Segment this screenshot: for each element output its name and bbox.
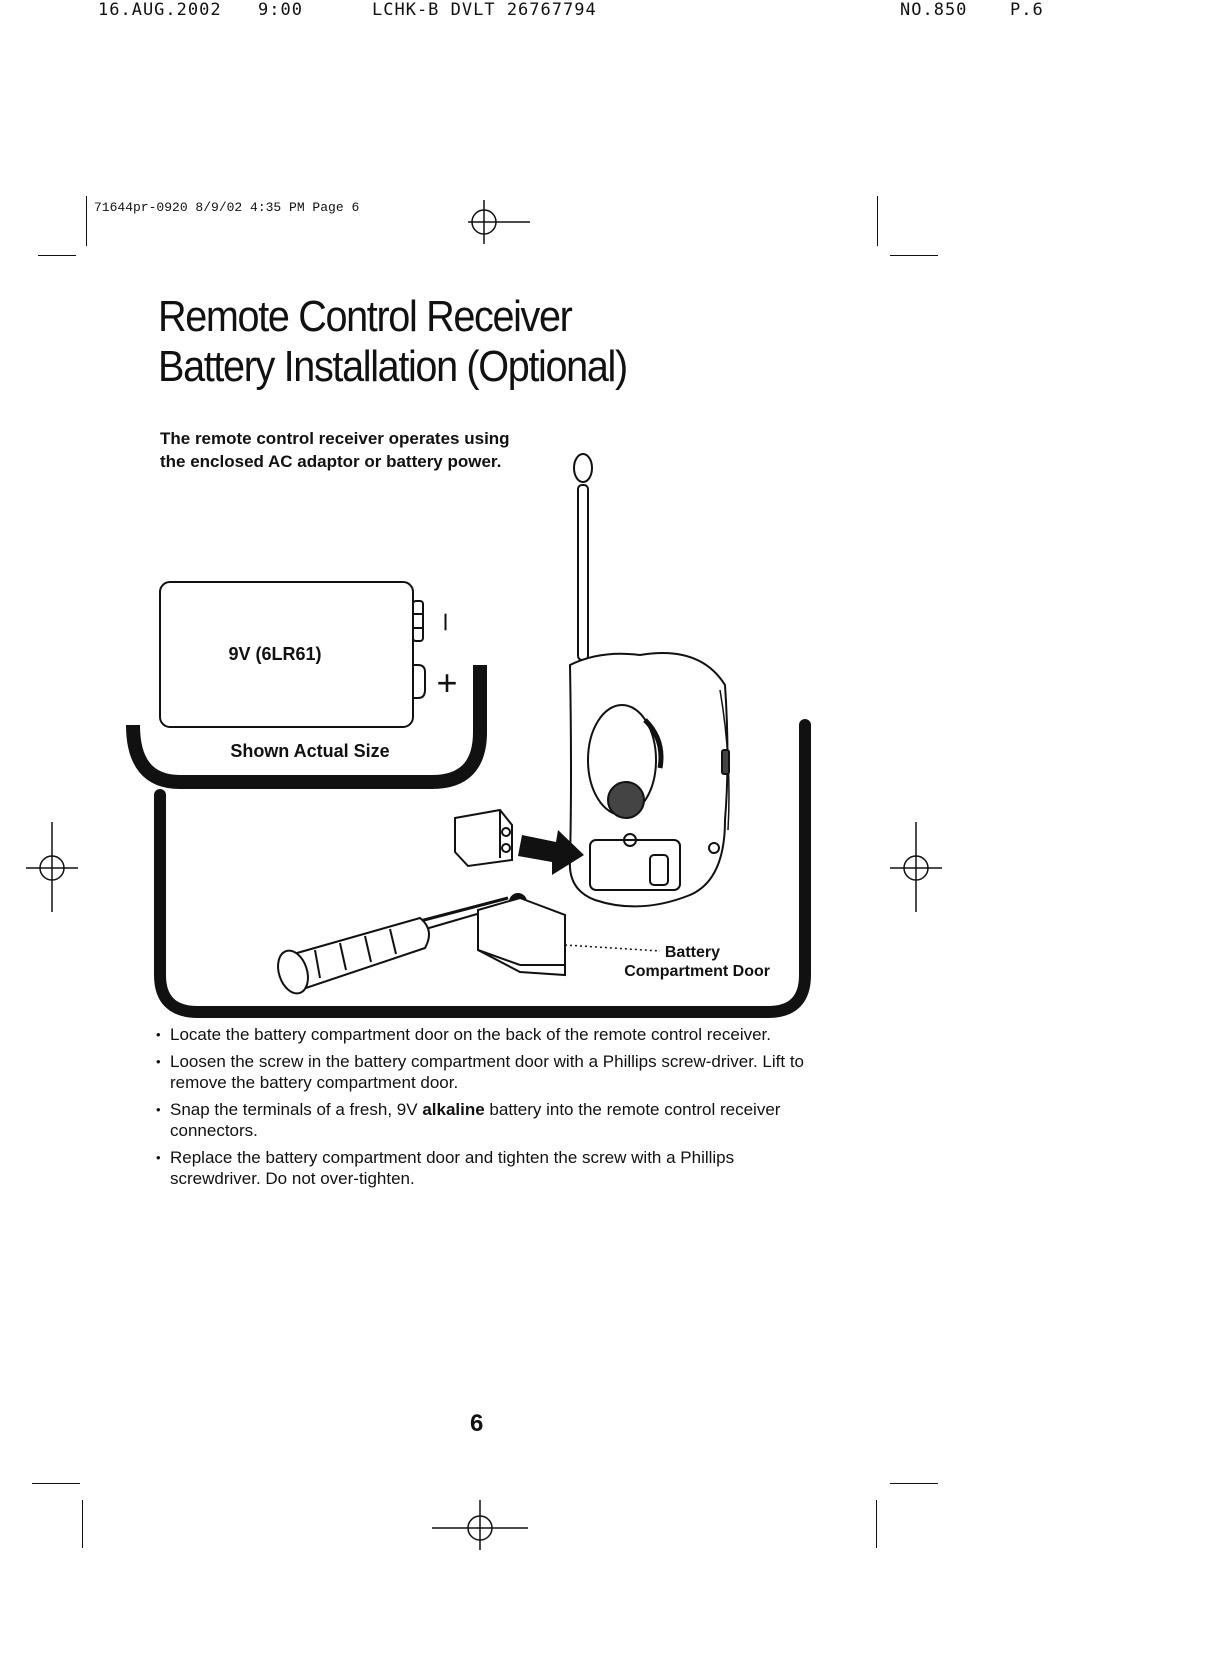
fax-time: 9:00 <box>258 0 303 20</box>
print-slug: 71644pr-0920 8/9/02 4:35 PM Page 6 <box>94 200 360 215</box>
step-3-text-before: Snap the terminals of a fresh, 9V <box>170 1100 423 1119</box>
remote-receiver-illustration <box>570 454 729 906</box>
fax-sender: LCHK-B DVLT 26767794 <box>372 0 597 20</box>
battery-minus-terminal-label: – <box>431 613 464 631</box>
instruction-step-2: • Loosen the screw in the battery compartment door with a Phillips screw-driver. Lift to remove the battery compartment door. <box>156 1051 806 1093</box>
title-line-2: Battery Installation (Optional) <box>158 342 627 391</box>
battery-type-label: 9V (6LR61) <box>228 644 322 664</box>
title-line-1: Remote Control Receiver <box>158 292 572 341</box>
receiver-antenna <box>578 485 588 660</box>
instruction-list <box>156 1024 806 1195</box>
callout-compartment-door: Compartment Door <box>624 963 770 980</box>
fax-page: P.6 <box>1010 0 1044 20</box>
compartment-door <box>478 898 565 975</box>
fax-number: NO.850 <box>900 0 968 20</box>
step-3-bold-alkaline: alkaline <box>422 1100 485 1119</box>
intro-line-2: the enclosed AC adaptor or battery power. <box>160 452 502 471</box>
actual-size-note: Shown Actual Size <box>230 741 390 761</box>
instruction-step-1: • Locate the battery compartment door on the back of the remote control receiver. <box>156 1024 806 1045</box>
instruction-step-3 <box>156 1099 806 1141</box>
antenna-tip <box>574 454 592 482</box>
receiver-button <box>608 782 644 818</box>
loose-battery <box>455 810 512 866</box>
callout-battery: Battery <box>664 944 720 961</box>
step-3-text-after: battery into the remote control receiver connectors. <box>170 1100 781 1140</box>
callout-leader <box>565 945 660 951</box>
receiver-body <box>570 653 728 906</box>
intro-line-1: The remote control receiver operates using <box>160 429 510 448</box>
battery-plus-terminal-label: + <box>436 662 458 703</box>
instruction-step-4: • Replace the battery compartment door and tighten the screw with a Phillips screwdriver. Do not over-tighten. <box>156 1147 806 1189</box>
fax-date: 16.AUG.2002 <box>98 0 222 20</box>
page-number: 6 <box>470 1410 484 1437</box>
